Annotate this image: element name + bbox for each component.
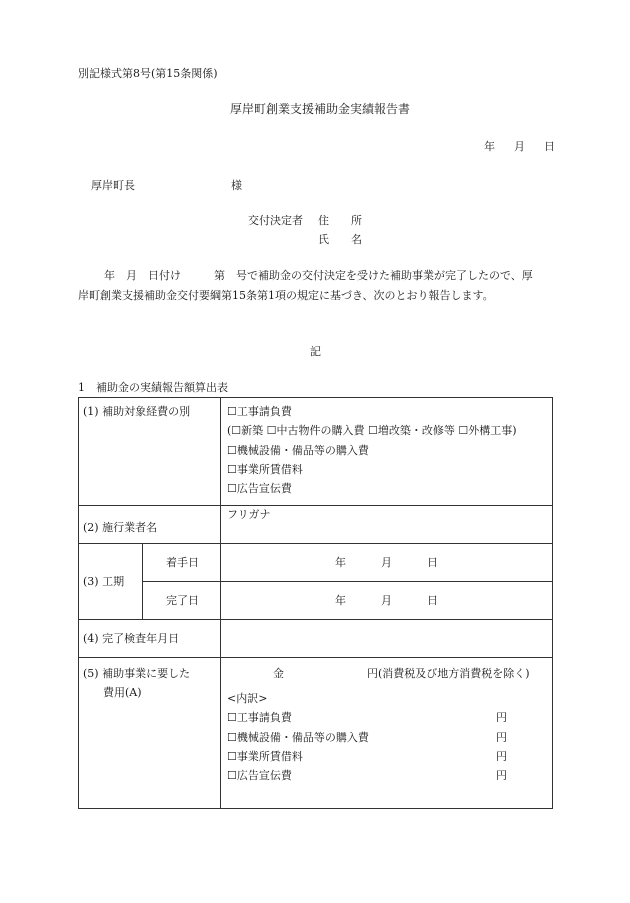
start-month: 月 [381,556,393,569]
table-row [79,582,553,620]
yen-unit: 円 [496,769,508,783]
option-advertising[interactable]: ☐広告宣伝費 [227,482,292,496]
yen-unit: 円 [496,730,508,744]
option-construction[interactable]: ☐工事請負費 [227,405,292,418]
row5-value-cell [221,658,553,809]
breakdown-heading: <内訳> [227,692,268,705]
addressee-name: 厚岸町長 [91,179,135,192]
table-row [79,506,553,544]
breakdown-item-rent[interactable] [221,747,552,766]
end-date-cell[interactable] [221,582,553,620]
row4-value-cell[interactable] [221,620,553,658]
document-title: 厚岸町創業支援補助金実績報告書 [230,102,411,116]
applicant-label: 交付決定者 [248,214,303,227]
option-construction-detail[interactable]: (☐新築 ☐中古物件の購入費 ☐増改築・改修等 ☐外構工事) [227,424,517,438]
end-day: 日 [427,594,439,607]
end-label: 完了日 [166,594,199,607]
ki-heading: 記 [310,345,321,358]
form-number: 別記様式第8号(第15条関係) [78,67,218,80]
total-cost-line[interactable] [221,658,552,685]
furigana-label: フリガナ [227,508,271,521]
end-date [221,595,552,606]
row1-label-cell [79,398,221,506]
date-line [484,141,555,152]
start-label-cell [143,544,221,582]
start-year: 年 [335,556,347,569]
section1-heading: 1 補助金の実績報告額算出表 [78,381,228,394]
start-label: 着手日 [166,556,199,569]
option-rent[interactable]: ☐事業所賃借料 [227,462,303,476]
yen-unit: 円 [496,749,508,763]
row2-label-cell [79,506,221,544]
row4-label-cell [79,620,221,658]
date-month: 月 [514,140,525,153]
breakdown-item-label: ☐機械設備・備品等の購入費 [227,730,369,744]
row5-label-line2: 費用(A) [103,686,142,699]
table-row [79,398,553,506]
breakdown-item-construction[interactable] [221,708,552,727]
end-year: 年 [335,594,347,607]
row3-label-cell [79,544,143,620]
row2-label: (2) 施行業者名 [83,521,158,534]
option-equipment[interactable]: ☐機械設備・備品等の購入費 [227,443,369,457]
table-row [79,620,553,658]
end-label-cell [143,582,221,620]
breakdown-item-advertising[interactable] [221,766,552,785]
address-label: 住 所 [318,214,362,227]
start-day: 日 [427,556,439,569]
body-text-line2: 岸町創業支援補助金交付要綱第15条第1項の規定に基づき、次のとおり報告します。 [78,289,494,302]
table-row [79,658,553,809]
name-label: 氏 名 [318,233,362,246]
breakdown-item-equipment[interactable] [221,728,552,747]
kin-label: 金 [273,667,285,680]
start-date [221,557,552,568]
date-year: 年 [484,140,495,153]
date-day: 日 [544,140,555,153]
breakdown-item-label: ☐工事請負費 [227,711,292,725]
body-text-line1: 年 月 日付け 第 号で補助金の交付決定を受けた補助事業が完了したので、厚 [104,269,533,282]
row5-label-line1: (5) 補助事業に要した [83,667,191,680]
row1-label: (1) 補助対象経費の別 [83,405,191,418]
row1-options-cell [221,398,553,506]
breakdown-item-label: ☐広告宣伝費 [227,769,292,783]
end-month: 月 [381,594,393,607]
yen-note: 円(消費税及び地方消費税を除く) [367,667,530,680]
report-table [78,397,553,809]
yen-unit: 円 [496,711,508,725]
row3-label: (3) 工期 [83,575,125,588]
row2-value-cell[interactable] [221,506,553,544]
row4-label: (4) 完了検査年月日 [83,632,180,645]
start-date-cell[interactable] [221,544,553,582]
addressee-honorific: 様 [231,179,242,192]
breakdown-item-label: ☐事業所賃借料 [227,749,303,763]
table-row [79,544,553,582]
row5-label-cell [79,658,221,809]
